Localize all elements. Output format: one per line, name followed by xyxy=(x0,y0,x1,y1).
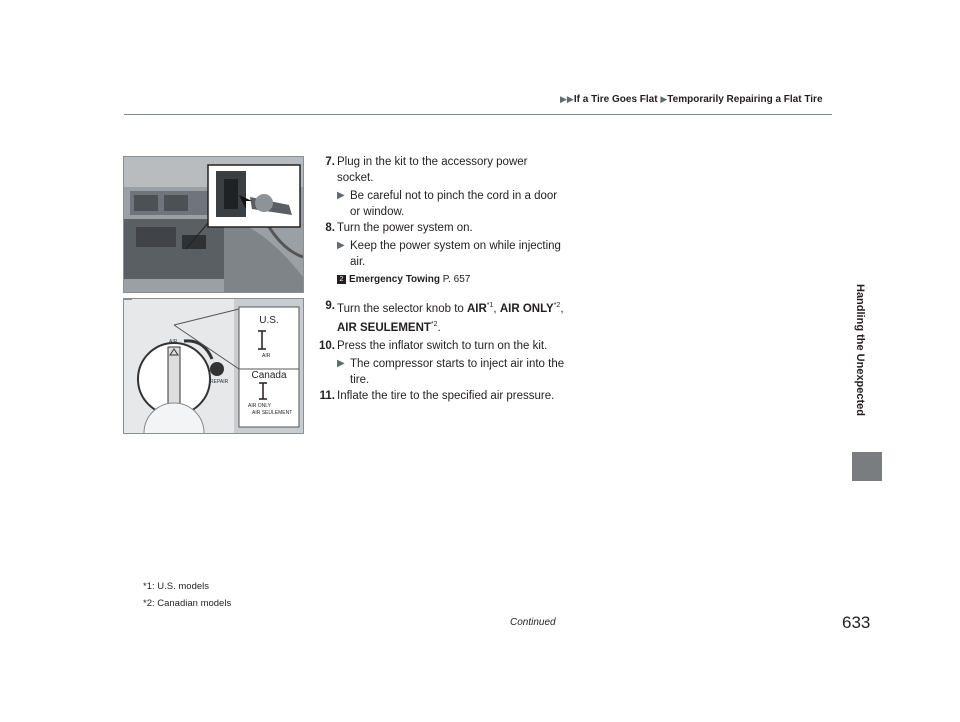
emergency-towing-link[interactable]: 2 Emergency Towing P. 657 xyxy=(315,272,565,288)
breadcrumb-item[interactable]: If a Tire Goes Flat xyxy=(573,94,658,105)
side-tab-label: Handling the Unexpected xyxy=(854,284,866,417)
footnote-2: *2: Canadian models xyxy=(143,598,232,609)
step-7-note: ▶ Be careful not to pinch the cord in a door or window. xyxy=(337,190,558,218)
us-air-label: AIR xyxy=(262,353,271,359)
header-rule xyxy=(124,114,832,115)
arrow-icon: ▶ xyxy=(337,357,345,369)
step-8-note: ▶ Keep the power system on while injecting air. xyxy=(337,240,561,268)
step-8: 8. Turn the power system on. xyxy=(325,222,473,234)
footnote-1: *1: U.S. models xyxy=(143,581,209,592)
breadcrumb-item[interactable]: Temporarily Repairing a Flat Tire xyxy=(667,94,823,105)
breadcrumb xyxy=(560,94,823,105)
repair-label: REPAIR xyxy=(210,379,229,385)
step-10-note: ▶ The compressor starts to inject air into the tire. xyxy=(337,357,565,386)
knob-air-label: AIR xyxy=(169,339,178,345)
arrow-icon: ▶ xyxy=(660,94,668,104)
reference-icon: 2 xyxy=(337,275,346,284)
us-label: U.S. xyxy=(259,315,279,326)
selector-knob-illustration xyxy=(123,298,304,434)
side-tab-marker xyxy=(852,452,882,481)
arrow-icon: ▶ xyxy=(337,190,345,201)
power-socket-illustration xyxy=(123,156,304,293)
steps-list xyxy=(315,154,565,406)
step-7: 7. Plug in the kit to the accessory power socket. xyxy=(325,156,528,184)
air-only-label: AIR ONLY xyxy=(248,403,271,409)
air-seulement-label: AIR SEULEMENT xyxy=(252,410,293,416)
canada-label: Canada xyxy=(251,370,287,381)
arrow-icon: ▶▶ xyxy=(560,94,574,104)
step-11: 11. Inflate the tire to the specified air pressure. xyxy=(319,389,555,402)
continued-label: Continued xyxy=(510,617,556,628)
page-number: 633 xyxy=(842,613,871,632)
step-10: 10. Press the inflator switch to turn on the kit. xyxy=(319,339,548,352)
step-9: 9. Turn the selector knob to AIR$^{*1}$, AIR ONLY$^{*2}$, AIR SEULEMENT$^{*2}$. xyxy=(325,300,564,334)
arrow-icon: ▶ xyxy=(337,240,345,251)
